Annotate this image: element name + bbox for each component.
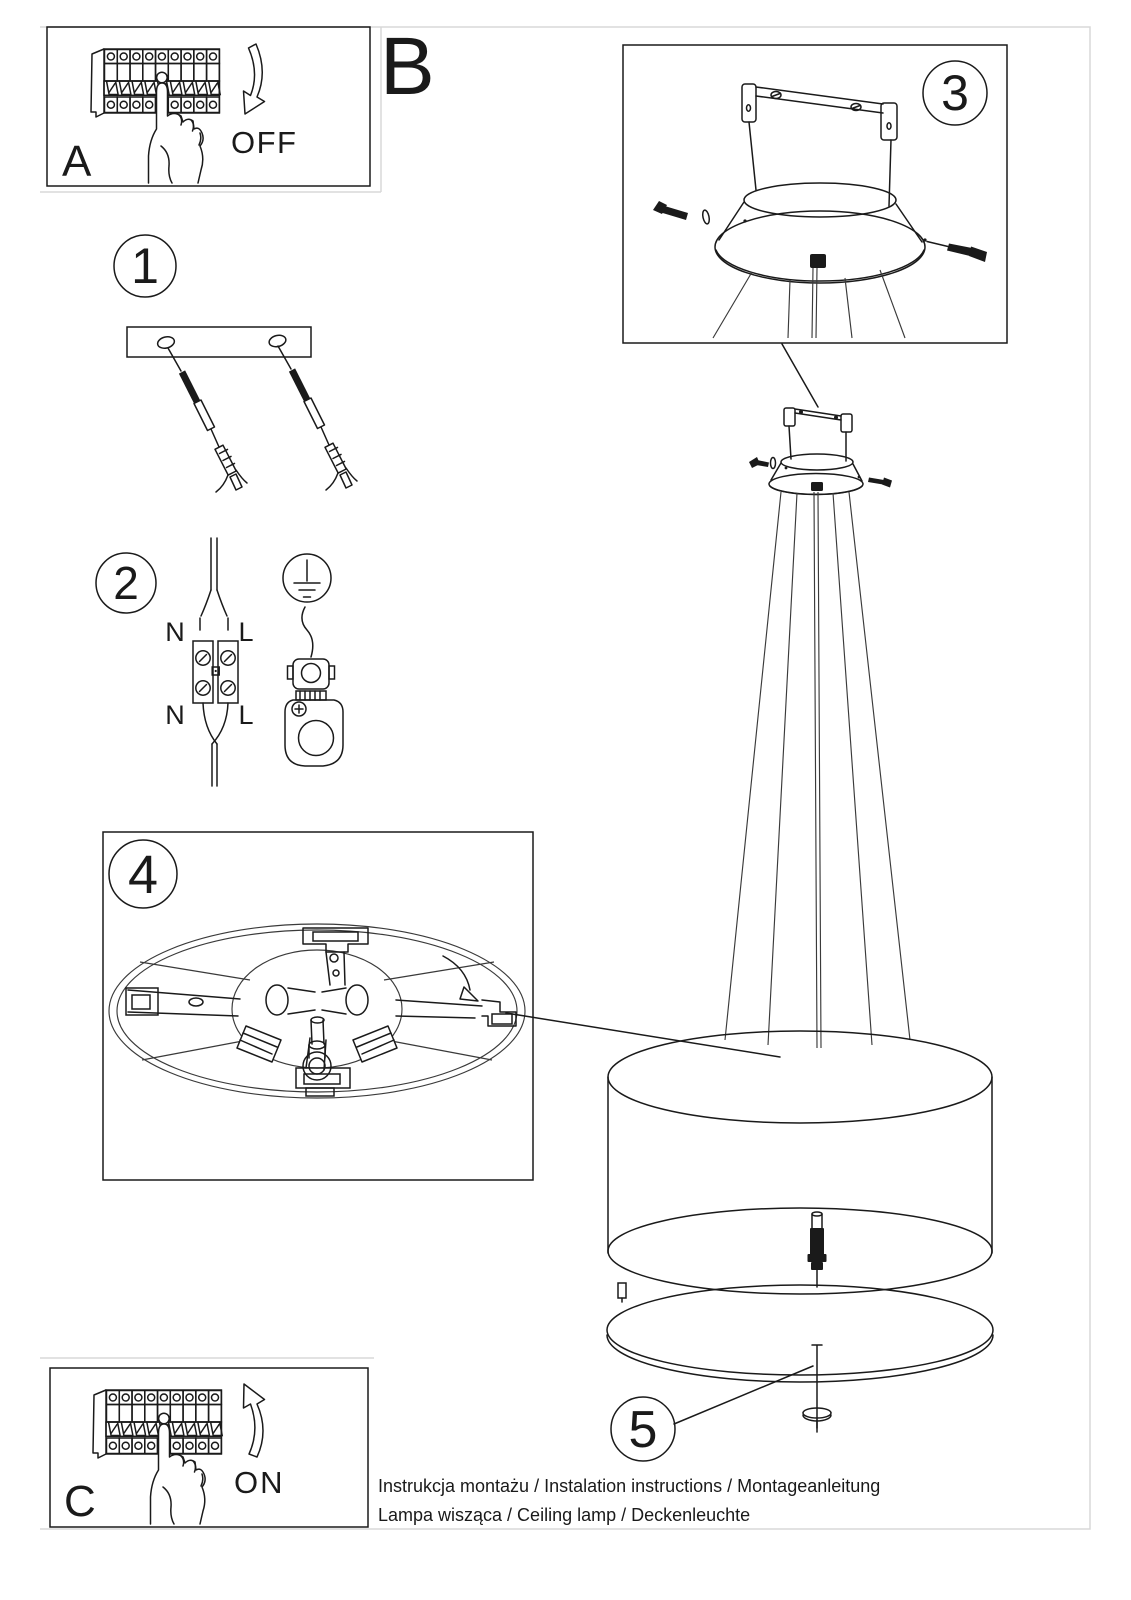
wall-anchor-screw-icon <box>278 346 357 490</box>
finial-icon <box>803 1345 831 1432</box>
bulb-socket-icons <box>237 985 397 1080</box>
footer-line-1: Instrukcja montażu / Instalation instructions / Montageanleitung <box>378 1476 881 1496</box>
panel-c-switch-on <box>50 1368 368 1527</box>
step-2-wiring <box>96 538 343 786</box>
step-3-number: 3 <box>941 65 969 121</box>
circuit-breaker-icon <box>91 49 220 183</box>
panel-a-label: A <box>62 137 92 186</box>
step-1-wall-anchors <box>114 235 357 492</box>
cross-arm-horizontal <box>126 988 516 1026</box>
lamp-frame-diagram <box>109 924 525 1098</box>
cable-gland-icon <box>810 254 826 268</box>
curved-arrow-down-icon <box>244 44 265 114</box>
step-4-lamp-frame <box>103 832 780 1180</box>
step-3-canopy-exploded <box>623 45 1007 343</box>
on-label: ON <box>234 1465 285 1500</box>
neutral-label-top: N <box>165 617 185 647</box>
wall-anchor-screw-icon <box>168 348 247 492</box>
line-label-bottom: L <box>238 700 254 730</box>
step-1-number: 1 <box>131 238 159 294</box>
section-b-label: B <box>380 21 435 112</box>
ground-clamp-icon <box>285 659 343 766</box>
suspension-wires <box>713 268 905 338</box>
step-4-border <box>103 832 533 1180</box>
drum-shade <box>608 1031 992 1294</box>
terminal-block-diagram <box>193 538 238 786</box>
pendant-lamp-assembly-diagram <box>607 344 993 1432</box>
earth-ground-symbol-icon <box>283 554 331 602</box>
side-peg-icon <box>618 1283 626 1302</box>
bottom-diffuser-disc <box>607 1285 993 1382</box>
canopy-screw-right-icon <box>923 238 987 262</box>
line-label-top: L <box>238 617 254 647</box>
mounting-bracket-diagram <box>127 327 311 357</box>
ground-wire <box>302 607 313 657</box>
step-2-number: 2 <box>113 557 139 609</box>
off-label: OFF <box>231 125 298 160</box>
panel-c-label: C <box>64 1477 96 1526</box>
panel-a-switch-off <box>47 27 370 186</box>
cable-gland-small-icon <box>811 482 823 491</box>
step-4-number: 4 <box>127 845 159 905</box>
step-5-number: 5 <box>628 1401 658 1459</box>
suspension-wires-main <box>725 492 910 1048</box>
neutral-label-bottom: N <box>165 700 185 730</box>
threaded-rod-icon <box>808 1212 827 1287</box>
step-5-finial-callout <box>611 1366 813 1461</box>
footer-line-2: Lampa wisząca / Ceiling lamp / Deckenleuchte <box>378 1505 751 1525</box>
canopy-screw-left-icon <box>653 201 747 224</box>
footer <box>378 1476 880 1525</box>
leader-line-step3 <box>782 344 818 407</box>
canopy-diagram <box>715 183 925 283</box>
circuit-breaker-icon <box>93 1390 222 1524</box>
ceiling-bracket-small <box>784 408 852 461</box>
page-frame-lines <box>40 27 1090 1529</box>
curved-arrow-up-icon <box>244 1384 265 1457</box>
attach-arrow <box>443 956 470 990</box>
canopy-small <box>749 454 892 495</box>
panel-a-border <box>47 27 370 186</box>
